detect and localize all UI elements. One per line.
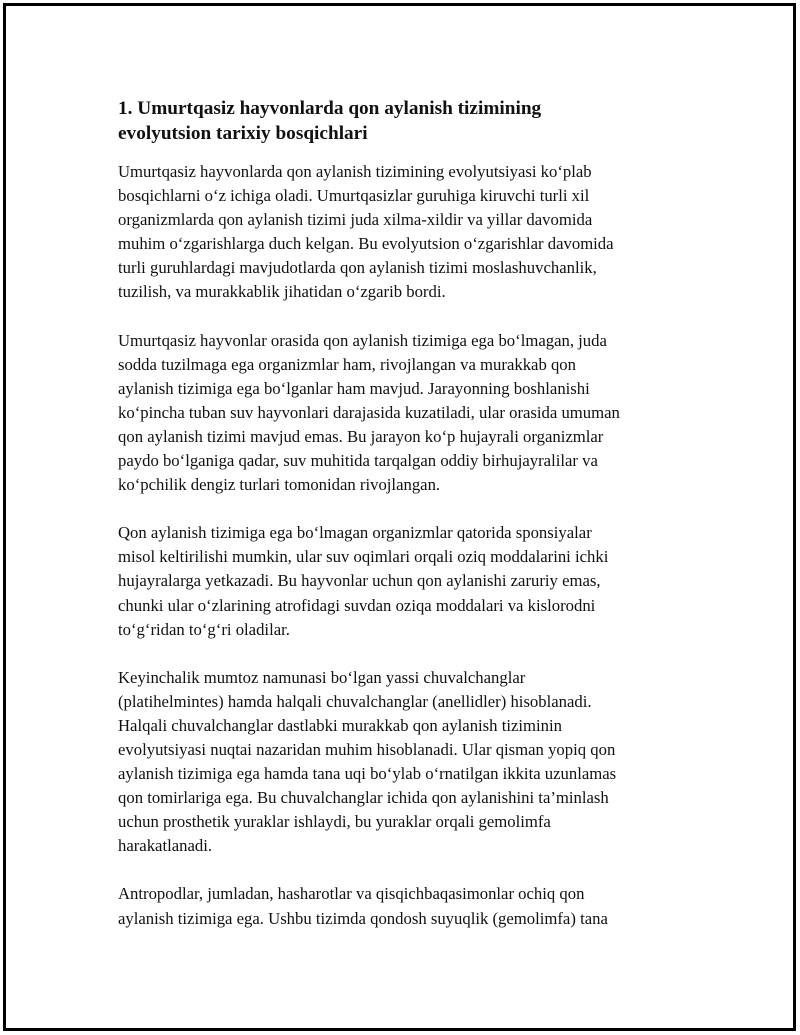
text-line: uchun prosthetik yuraklar ishlaydi, bu yuraklar orqali gemolimfa — [118, 812, 551, 832]
section-heading-line: evolyutsion tarixiy bosqichlari — [118, 123, 368, 144]
text-line: aylanish tizimiga ega bo‘lganlar ham mavjud. Jarayonning boshlanishi — [118, 378, 590, 398]
text-line: hujayralarga yetkazadi. Bu hayvonlar uchun qon aylanishi zaruriy emas, — [118, 571, 601, 591]
text-line: chunki ular o‘zlarining atrofidagi suvdan oziqa moddalari va kislorodni — [118, 595, 596, 615]
text-line: Keyinchalik mumtoz namunasi bo‘lgan yassi chuvalchanglar — [118, 667, 526, 687]
text-line: evolyutsiyasi nuqtai nazaridan muhim hisoblanadi. Ular qisman yopiq qon — [118, 739, 616, 759]
text-line: aylanish tizimiga ega hamda tana uqi bo‘ylab o‘rnatilgan ikkita uzunlamas — [118, 764, 617, 784]
text-line: qon tomirlariga ega. Bu chuvalchanglar ichida qon aylanishini ta’minlash — [118, 788, 609, 808]
text-line: aylanish tizimiga ega. Ushbu tizimda qondosh suyuqlik (gemolimfa) tana — [118, 908, 608, 928]
text-line: misol keltirilishi mumkin, ular suv oqimlari orqali oziq moddalarini ichki — [118, 547, 609, 567]
text-line: harakatlanadi. — [118, 836, 213, 856]
text-line: tuzilish, va murakkablik jihatidan o‘zgarib bordi. — [118, 282, 446, 302]
paragraph-intro — [118, 160, 678, 305]
text-line: muhim o‘zgarishlarga duch kelgan. Bu evolyutsion o‘zgarishlar davomida — [118, 234, 614, 254]
paragraph-worms — [118, 666, 678, 859]
text-line: paydo bo‘lganiga qadar, suv muhitida tarqalgan oddiy birhujayralilar va — [118, 451, 598, 471]
text-line: Halqali chuvalchanglar dastlabki murakkab qon aylanish tiziminin — [118, 715, 562, 735]
document-body — [118, 96, 678, 931]
text-line: Umurtqasiz hayvonlarda qon aylanish tizimining evolyutsiyasi ko‘plab — [118, 162, 592, 181]
text-line: ko‘pchilik dengiz turlari tomonidan rivojlangan. — [118, 475, 441, 495]
text-line: Qon aylanish tizimiga ega bo‘lmagan organizmlar qatorida sponsiyalar — [118, 523, 592, 543]
text-line: to‘g‘ridan to‘g‘ri oladilar. — [118, 619, 290, 639]
text-line: bosqichlarni o‘z ichiga oladi. Umurtqasizlar guruhiga kiruvchi turli xil — [118, 186, 590, 206]
paragraph-circulatory-range — [118, 329, 678, 498]
text-line: ko‘pincha tuban suv hayvonlari darajasida kuzatiladi, ular orasida umuman — [118, 402, 620, 422]
paragraph-sponges — [118, 521, 678, 641]
text-line: Umurtqasiz hayvonlar orasida qon aylanish tizimiga ega bo‘lmagan, juda — [118, 330, 607, 350]
section-heading-line: 1. Umurtqasiz hayvonlarda qon aylanish tizimining — [118, 98, 542, 119]
section-heading — [118, 96, 678, 146]
text-line: turli guruhlardagi mavjudotlarda qon aylanish tizimi moslashuvchanlik, — [118, 258, 597, 278]
text-line: Antropodlar, jumladan, hasharotlar va qisqichbaqasimonlar ochiq qon — [118, 884, 585, 904]
text-line: organizmlarda qon aylanish tizimi juda xilma-xildir va yillar davomida — [118, 210, 593, 230]
text-line: qon aylanish tizimi mavjud emas. Bu jarayon ko‘p hujayrali organizmlar — [118, 426, 604, 446]
text-line: (platihelmintes) hamda halqali chuvalchanglar (anellidler) hisoblanadi. — [118, 691, 592, 711]
text-line: sodda tuzilmaga ega organizmlar ham, rivojlangan va murakkab qon — [118, 354, 576, 374]
paragraph-arthropods — [118, 882, 678, 930]
